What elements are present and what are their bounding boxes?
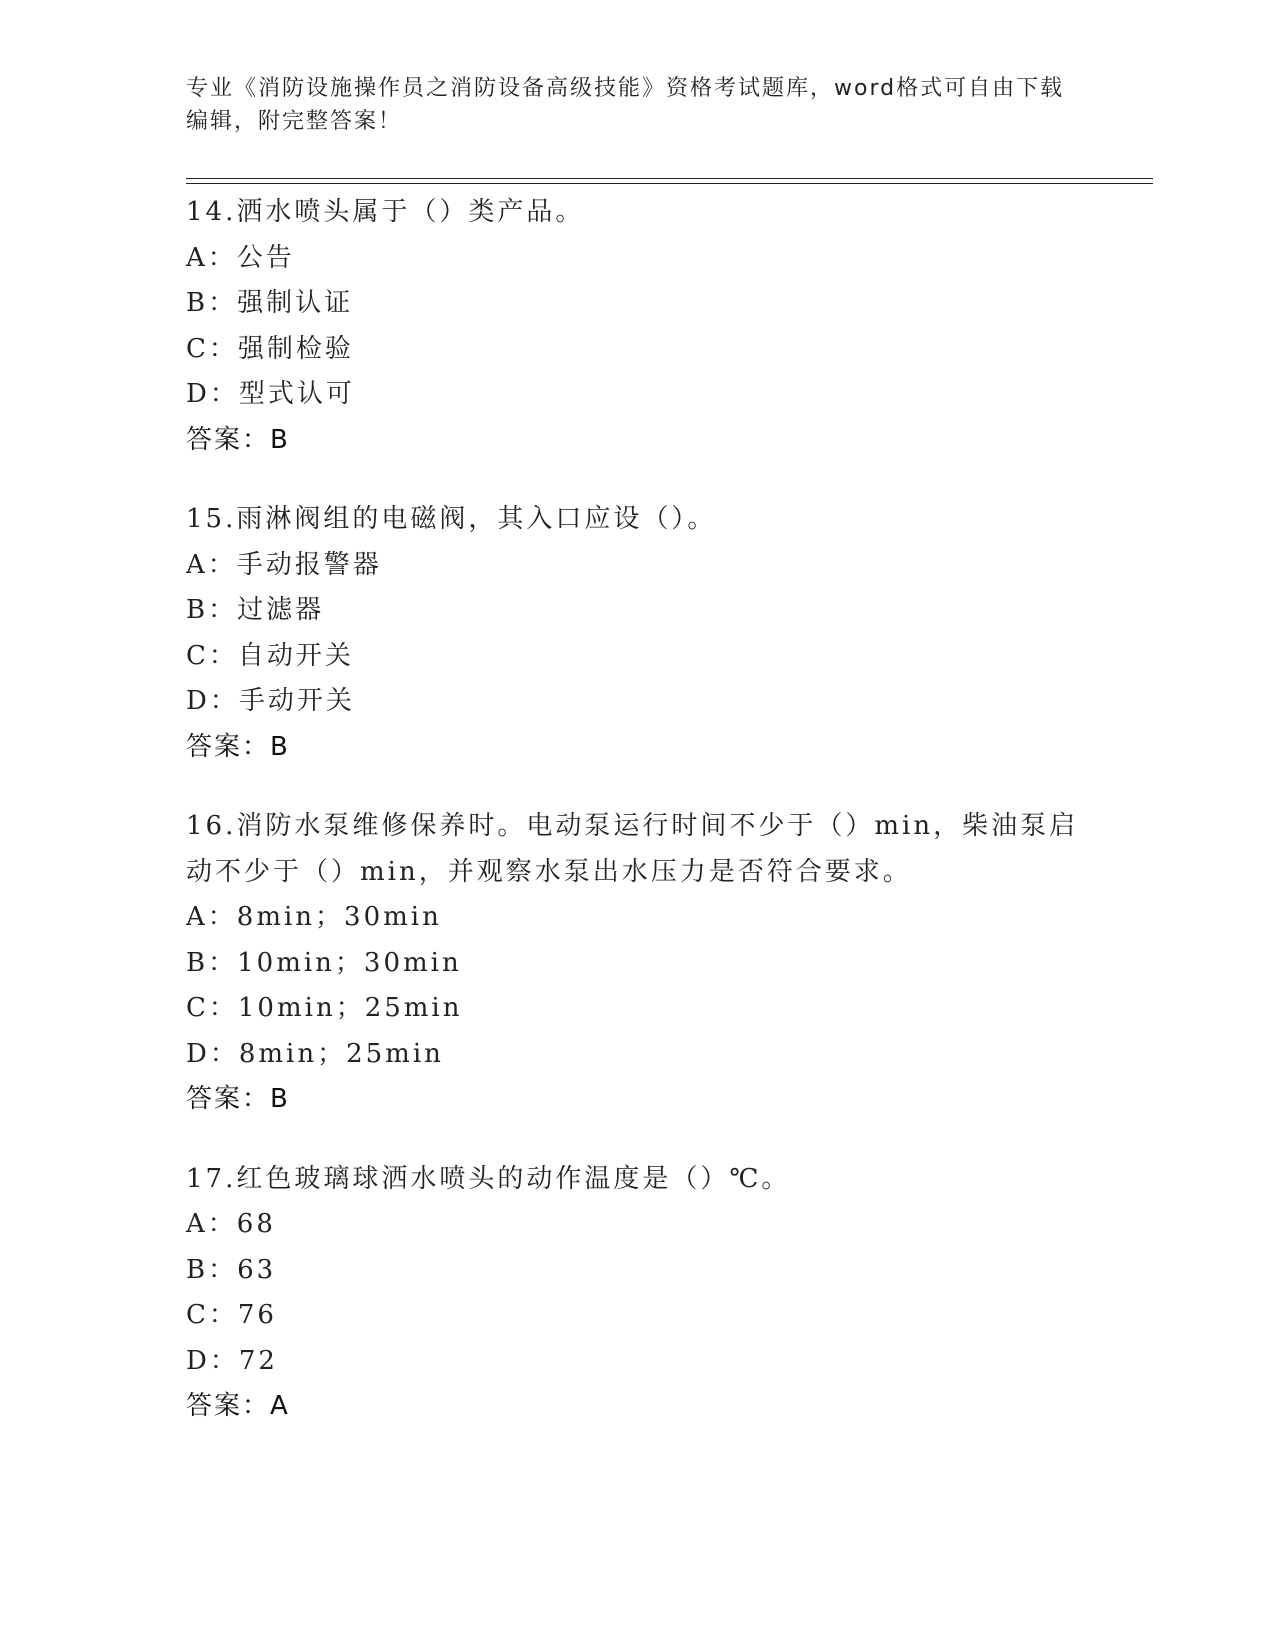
option-c: C：76: [186, 1300, 277, 1330]
question-14: [186, 190, 1146, 463]
option-a: A：8min；30min: [186, 902, 442, 932]
question-stem: 14.洒水喷头属于（）类产品。: [186, 197, 585, 227]
answer-label: 答案：B: [186, 731, 290, 762]
document-header: 专业《消防设施操作员之消防设备高级技能》资格考试题库，word格式可自由下载编辑，附完整答案！: [186, 76, 1065, 134]
option-b: B：10min；30min: [186, 947, 462, 978]
option-a: A：68: [186, 1209, 276, 1239]
option-c: C：强制检验: [186, 333, 354, 364]
option-d: D：8min；25min: [186, 1038, 444, 1069]
option-d: D：72: [186, 1345, 278, 1376]
answer-label: 答案：A: [186, 1391, 290, 1421]
question-16: [186, 804, 1146, 1123]
header-divider-bottom: [186, 183, 1153, 184]
option-a: A：手动报警器: [186, 549, 382, 580]
question-17: [186, 1157, 1146, 1430]
question-stem-line-2: 动不少于（）min，并观察水泵出水压力是否符合要求。: [186, 856, 912, 887]
option-a: A：公告: [186, 242, 295, 273]
answer-label: 答案：B: [186, 1084, 290, 1114]
option-c: C：自动开关: [186, 640, 354, 671]
question-15: [186, 497, 1146, 770]
option-d: D：型式认可: [186, 379, 355, 409]
question-stem: 15.雨淋阀组的电磁阀，其入口应设（）。: [186, 504, 717, 534]
header-divider-top: [186, 178, 1153, 179]
question-list: [186, 190, 1146, 1464]
option-b: B：63: [186, 1254, 277, 1285]
answer-label: 答案：B: [186, 424, 290, 455]
option-b: B：强制认证: [186, 288, 354, 318]
option-d: D：手动开关: [186, 686, 355, 716]
option-b: B：过滤器: [186, 595, 325, 625]
question-stem: 17.红色玻璃球洒水喷头的动作温度是（）℃。: [186, 1163, 791, 1194]
question-stem-line-1: 16.消防水泵维修保养时。电动泵运行时间不少于（）min，柴油泵启: [186, 811, 1079, 841]
option-c: C：10min；25min: [186, 993, 463, 1023]
